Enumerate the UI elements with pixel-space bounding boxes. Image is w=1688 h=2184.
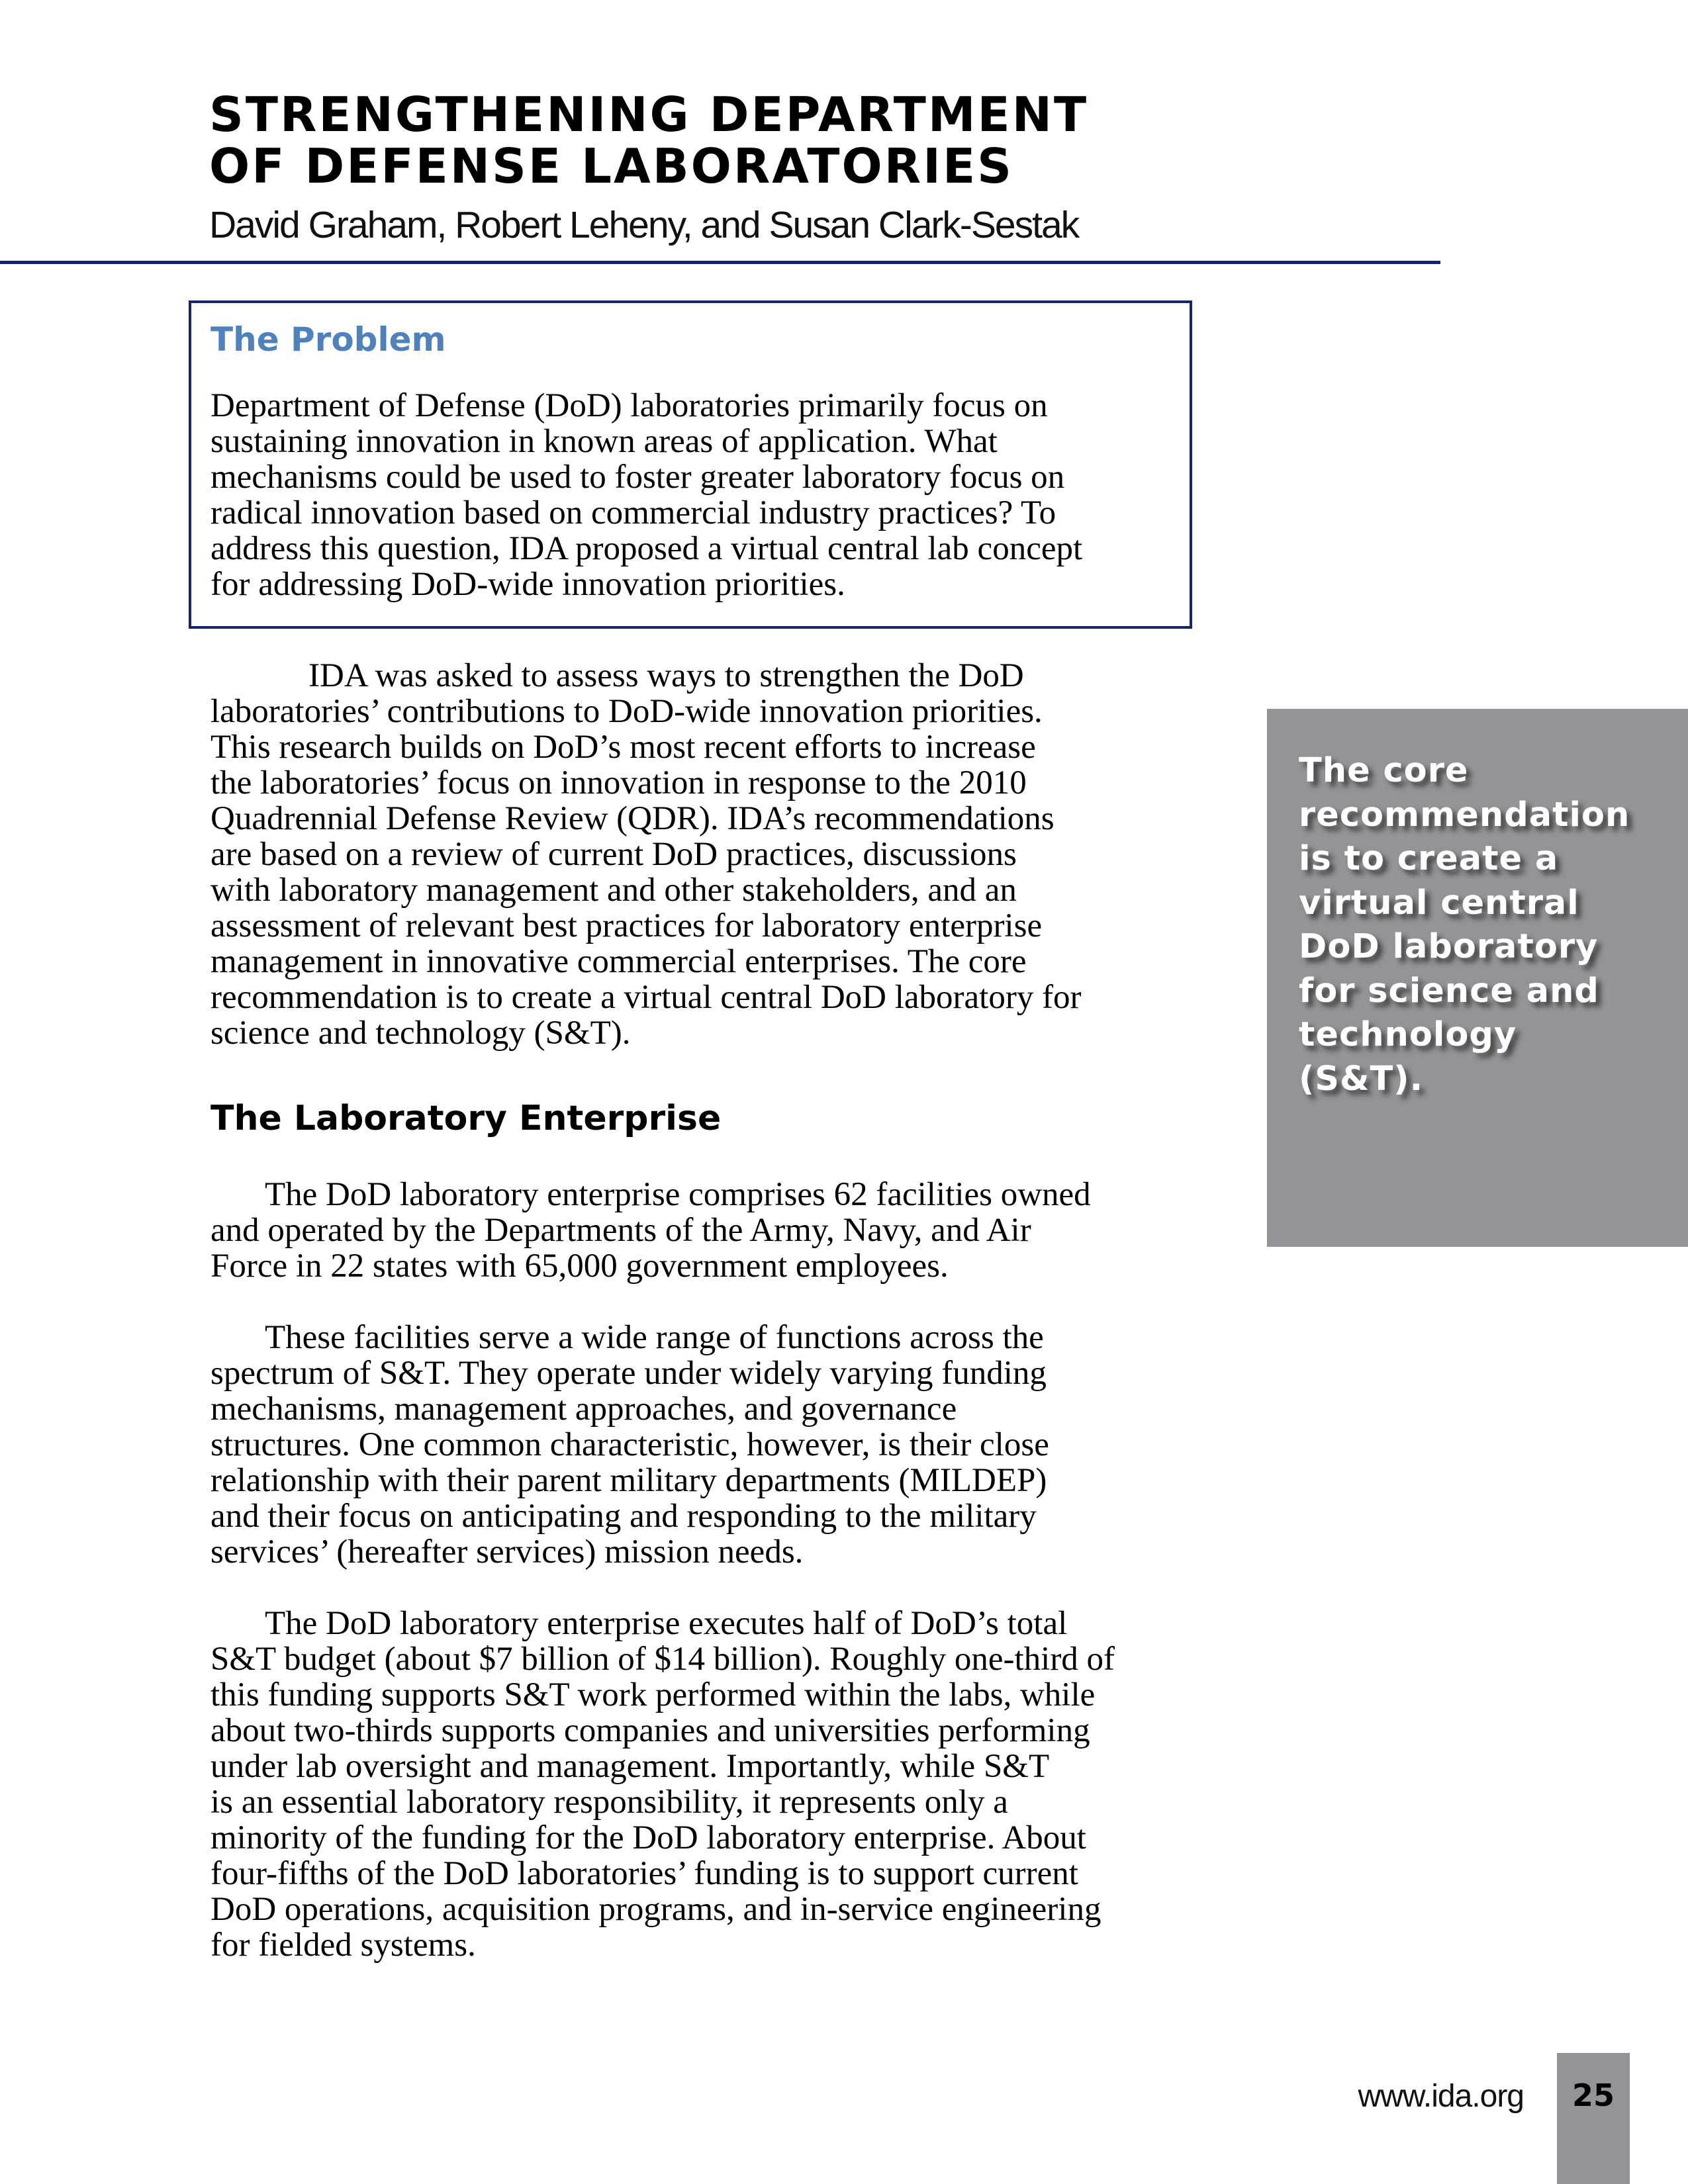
paragraph-line: for fielded systems.: [211, 1927, 476, 1964]
paragraph-line: structures. One common characteristic, however, is their close: [211, 1426, 1049, 1463]
paragraph-line: under lab oversight and management. Importantly, while S&T: [211, 1748, 1050, 1785]
problem-text-line: Department of Defense (DoD) laboratories primarily focus on: [211, 387, 1048, 424]
paragraph-line: laboratories’ contributions to DoD-wide innovation priorities.: [211, 693, 1043, 730]
paragraph-line: the laboratories’ focus on innovation in response to the 2010: [211, 764, 1027, 801]
paragraph-line: assessment of relevant best practices for laboratory enterprise: [211, 907, 1043, 944]
paragraph-line: The DoD laboratory enterprise comprises 62 facilities owned: [265, 1176, 1091, 1213]
pull-quote-line: for science and: [1299, 971, 1599, 1011]
paragraph-line: IDA was asked to assess ways to strengthen the DoD: [308, 657, 1024, 694]
section-heading: The Laboratory Enterprise: [211, 1099, 722, 1138]
pull-quote-line: DoD laboratory: [1299, 927, 1599, 966]
problem-text: [211, 388, 1082, 602]
section-paragraph-1: [211, 1177, 1091, 1284]
paragraph-line: science and technology (S&T).: [211, 1015, 631, 1052]
problem-text-line: sustaining innovation in known areas of application. What: [211, 423, 998, 460]
paragraph-line: about two-thirds supports companies and universities performing: [211, 1712, 1090, 1749]
paragraph-line: relationship with their parent military departments (MILDEP): [211, 1462, 1047, 1499]
paragraph-line: and their focus on anticipating and responding to the military: [211, 1498, 1037, 1535]
paragraph-line: with laboratory management and other stakeholders, and an: [211, 872, 1017, 909]
problem-text-line: for addressing DoD-wide innovation priorities.: [211, 566, 845, 603]
pull-quote-line: virtual central: [1299, 883, 1579, 923]
section-paragraph-2: [211, 1320, 1049, 1570]
pull-quote-line: technology: [1299, 1015, 1517, 1054]
pull-quote-line: recommendation: [1299, 795, 1630, 835]
section-paragraph-3: [211, 1606, 1115, 1963]
pull-quote-line: is to create a: [1299, 839, 1559, 878]
paragraph-line: Force in 22 states with 65,000 government employees.: [211, 1248, 949, 1285]
intro-paragraph: [211, 658, 1082, 1051]
article-title-line-2: OF DEFENSE LABORATORIES: [209, 138, 1013, 194]
paragraph-line: mechanisms, management approaches, and governance: [211, 1390, 957, 1428]
paragraph-line: are based on a review of current DoD practices, discussions: [211, 836, 1017, 873]
paragraph-line: spectrum of S&T. They operate under widely varying funding: [211, 1355, 1047, 1392]
problem-text-line: mechanisms could be used to foster greater laboratory focus on: [211, 459, 1065, 496]
page-number: 25: [1571, 2077, 1615, 2113]
footer-url: www.ida.org: [1358, 2079, 1524, 2114]
paragraph-line: services’ (hereafter services) mission needs.: [211, 1533, 804, 1570]
article-title-line-1: STRENGTHENING DEPARTMENT: [209, 87, 1089, 142]
problem-text-line: address this question, IDA proposed a virtual central lab concept: [211, 530, 1083, 567]
paragraph-line: The DoD laboratory enterprise executes half of DoD’s total: [265, 1605, 1068, 1642]
paragraph-line: management in innovative commercial enterprises. The core: [211, 943, 1027, 980]
paragraph-line: This research builds on DoD’s most recent efforts to increase: [211, 729, 1036, 766]
paragraph-line: S&T budget (about $7 billion of $14 billion). Roughly one-third of: [211, 1641, 1115, 1678]
paragraph-line: Quadrennial Defense Review (QDR). IDA’s recommendations: [211, 800, 1055, 837]
pull-quote-text: [1299, 749, 1630, 1101]
article-title: [209, 89, 1088, 192]
pull-quote-line: The core: [1299, 751, 1469, 790]
page-number-tab: [1557, 2053, 1630, 2184]
paragraph-line: this funding supports S&T work performed within the labs, while: [211, 1676, 1096, 1713]
paragraph-line: recommendation is to create a virtual central DoD laboratory for: [211, 979, 1082, 1016]
paragraph-line: four-fifths of the DoD laboratories’ funding is to support current: [211, 1855, 1078, 1892]
problem-heading: The Problem: [211, 320, 446, 359]
pull-quote-line: (S&T).: [1299, 1059, 1423, 1099]
paragraph-line: minority of the funding for the DoD laboratory enterprise. About: [211, 1819, 1086, 1856]
article-authors: David Graham, Robert Leheny, and Susan Clark-Sestak: [209, 204, 1079, 246]
header-divider: [0, 261, 1440, 264]
paragraph-line: and operated by the Departments of the Army, Navy, and Air: [211, 1212, 1031, 1249]
paragraph-line: DoD operations, acquisition programs, and in-service engineering: [211, 1891, 1102, 1928]
problem-text-line: radical innovation based on commercial industry practices? To: [211, 494, 1056, 531]
paragraph-line: is an essential laboratory responsibility, it represents only a: [211, 1784, 1008, 1821]
paragraph-line: These facilities serve a wide range of functions across the: [265, 1319, 1044, 1356]
